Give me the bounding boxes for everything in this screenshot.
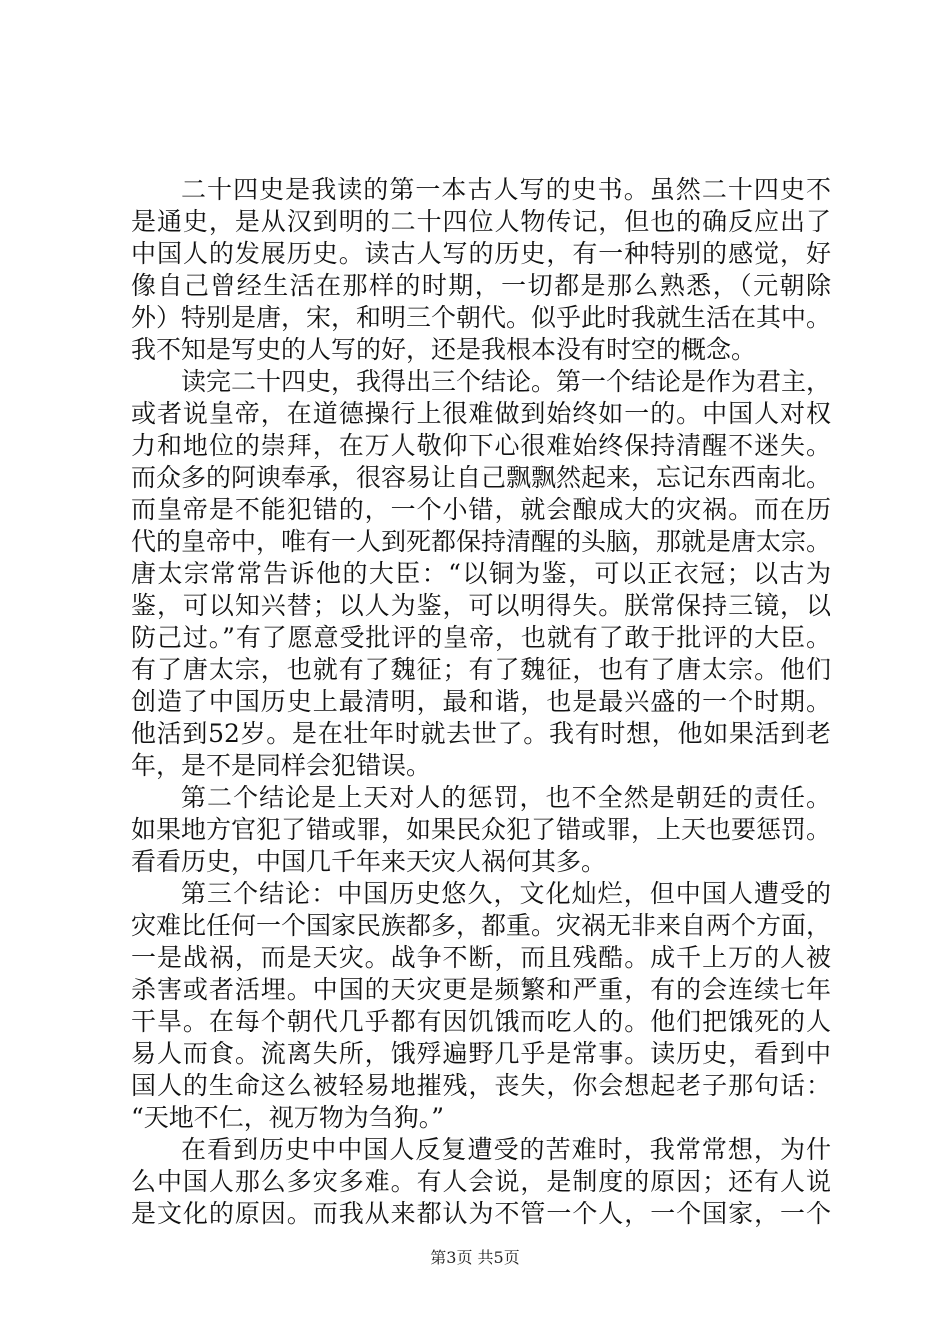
text-line: 中国人的发展历史。读古人写的历史，有一种特别的感觉，好 (131, 239, 831, 268)
text-line: 一是战祸，而是天灾。战争不断，而且残酷。成千上万的人被 (131, 943, 831, 972)
text-line: 鉴，可以知兴替；以人为鉴，可以明得失。朕常保持三镜，以 (131, 591, 831, 620)
text-line: 力和地位的崇拜，在万人敬仰下心很难始终保持清醒不迷失。 (131, 431, 831, 460)
text-line: 有了唐太宗，也就有了魏征；有了魏征，也有了唐太宗。他们 (131, 655, 831, 684)
text-line: 读完二十四史，我得出三个结论。第一个结论是作为君主， (181, 367, 832, 396)
text-line: 唐太宗常常告诉他的大臣：“以铜为鉴，可以正衣冠；以古为 (131, 559, 831, 588)
text-line: 像自己曾经生活在那样的时期，一切都是那么熟悉，（元朝除 (131, 271, 831, 300)
text-line: 如果地方官犯了错或罪，如果民众犯了错或罪，上天也要惩罚。 (131, 815, 832, 844)
text-line: 干旱。在每个朝代几乎都有因饥饿而吃人的。他们把饿死的人 (131, 1007, 831, 1036)
text-line: 看看历史，中国几千年来天灾人祸何其多。 (131, 847, 607, 876)
text-line: 国人的生命这么被轻易地摧残，丧失，你会想起老子那句话： (131, 1071, 831, 1100)
text-line: 年，是不是同样会犯错误。 (131, 751, 432, 780)
text-line: 外）特别是唐，宋，和明三个朝代。似乎此时我就生活在其中。 (131, 303, 832, 332)
body-text (131, 174, 831, 1230)
text-line: 防己过。”有了愿意受批评的皇帝，也就有了敢于批评的大臣。 (131, 623, 831, 652)
text-line: 灾难比任何一个国家民族都多，都重。灾祸无非来自两个方面， (131, 911, 832, 940)
text-line: 是文化的原因。而我从来都认为不管一个人，一个国家，一个 (131, 1199, 831, 1228)
text-line: 易人而食。流离失所，饿殍遍野几乎是常事。读历史，看到中 (131, 1039, 831, 1068)
text-line: 而皇帝是不能犯错的，一个小错，就会酿成大的灾祸。而在历 (131, 495, 831, 524)
text-line: 在看到历史中中国人反复遭受的苦难时，我常常想，为什 (181, 1135, 831, 1164)
text-line: 杀害或者活埋。中国的天灾更是频繁和严重，有的会连续七年 (131, 975, 831, 1004)
text-line: 代的皇帝中，唯有一人到死都保持清醒的头脑，那就是唐太宗。 (131, 527, 832, 556)
text-line: 第三个结论：中国历史悠久，文化灿烂，但中国人遭受的 (181, 879, 831, 908)
page-number-footer: 第3页 共5页 (430, 1248, 520, 1267)
text-line: 创造了中国历史上最清明，最和谐，也是最兴盛的一个时期。 (131, 687, 831, 716)
text-line: “天地不仁，视万物为刍狗。” (131, 1103, 445, 1132)
text-line: 第二个结论是上天对人的惩罚，也不全然是朝廷的责任。 (181, 783, 831, 812)
text-line: 他活到52岁。是在壮年时就去世了。我有时想，他如果活到老 (131, 719, 831, 748)
text-line: 而众多的阿谀奉承，很容易让自己飘飘然起来，忘记东西南北。 (131, 463, 832, 492)
text-line: 么中国人那么多灾多难。有人会说，是制度的原因；还有人说 (131, 1167, 831, 1196)
text-line: 是通史，是从汉到明的二十四位人物传记，但也的确反应出了 (131, 207, 831, 236)
text-line: 二十四史是我读的第一本古人写的史书。虽然二十四史不 (181, 175, 831, 204)
text-line: 我不知是写史的人写的好，还是我根本没有时空的概念。 (131, 335, 757, 364)
text-line: 或者说皇帝，在道德操行上很难做到始终如一的。中国人对权 (131, 399, 831, 428)
